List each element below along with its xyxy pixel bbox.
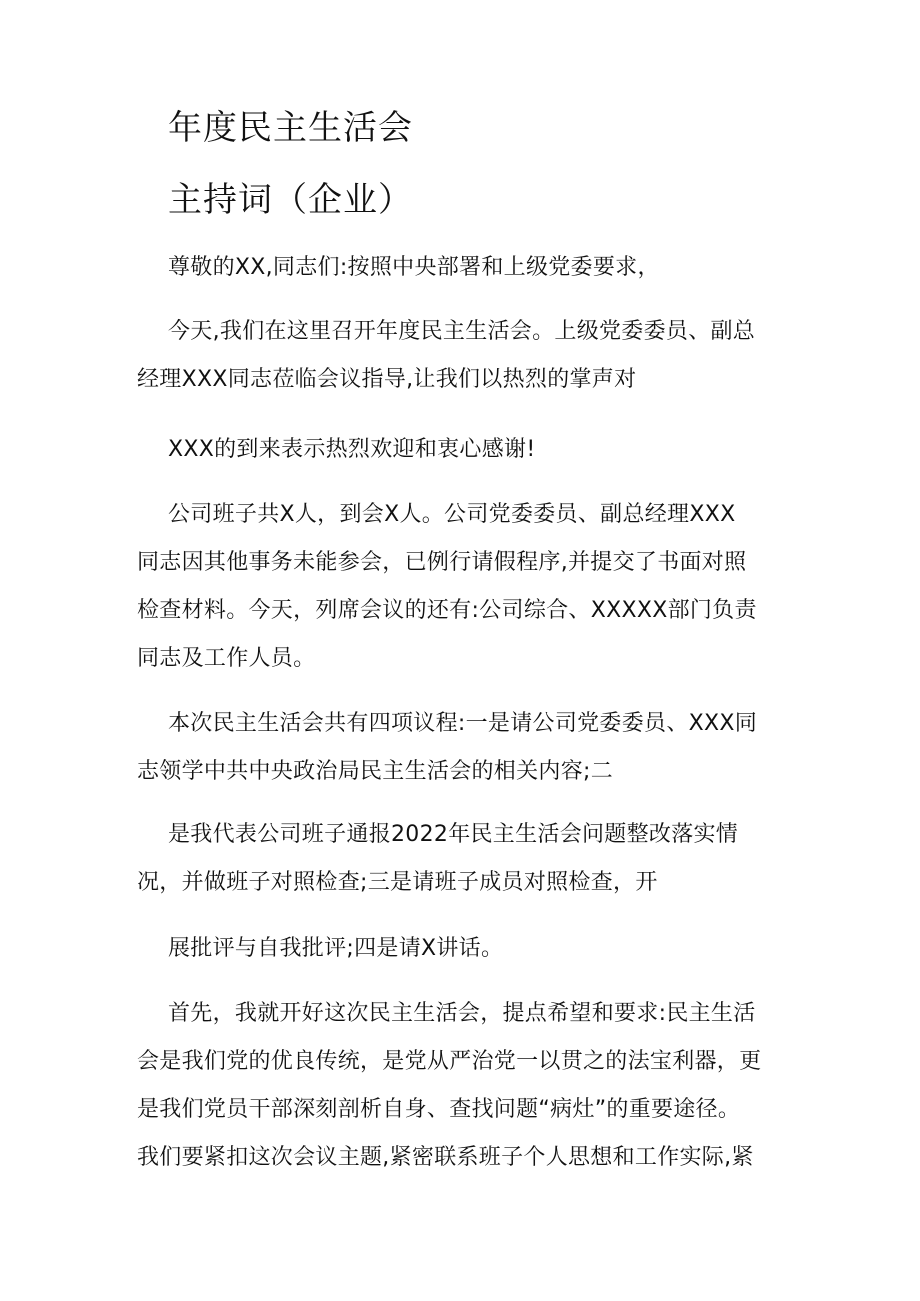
paragraph-line: 同志因其他事务未能参会，已例行请假程序,并提交了书面对照 (137, 550, 747, 575)
paragraph-line: 检查材料。今天，列席会议的还有:公司综合、XXXXX部门负责 (137, 598, 757, 623)
paragraph-line: 况，并做班子对照检查;三是请班子成员对照检查，开 (137, 870, 658, 895)
paragraph-line: 是我代表公司班子通报2022年民主生活会问题整改落实情 (168, 822, 739, 847)
paragraph-line: 展批评与自我批评;四是请X讲话。 (168, 936, 504, 961)
paragraph-line: 志领学中共中央政治局民主生活会的相关内容;二 (137, 759, 614, 784)
paragraph-line: 同志及工作人员。 (137, 646, 316, 671)
paragraph-line: XXX的到来表示热烈欢迎和衷心感谢! (168, 437, 536, 462)
paragraph-line: 经理XXX同志莅临会议指导,让我们以热烈的掌声对 (137, 367, 637, 392)
document-title-line-2: 主持词（企业） (168, 180, 413, 220)
document-title-line-1: 年度民主生活会 (168, 108, 413, 148)
paragraph-line: 首先，我就开好这次民主生活会，提点希望和要求:民主生活 (168, 1001, 756, 1026)
paragraph-line: 会是我们党的优良传统，是党从严治党一以贯之的法宝利器，更 (137, 1049, 762, 1074)
paragraph-line: 今天,我们在这里召开年度民主生活会。上级党委委员、副总 (168, 319, 756, 344)
paragraph-line: 尊敬的XX,同志们:按照中央部署和上级党委要求， (168, 255, 660, 280)
paragraph-line: 本次民主生活会共有四项议程:一是请公司党委委员、XXX同 (168, 711, 758, 736)
paragraph-line: 公司班子共X人，到会X人。公司党委委员、副总经理XXX (168, 502, 736, 527)
paragraph-line: 我们要紧扣这次会议主题,紧密联系班子个人思想和工作实际,紧 (137, 1145, 754, 1170)
paragraph-line: 是我们党员干部深刻剖析自身、查找问题“病灶”的重要途径。 (137, 1097, 741, 1122)
